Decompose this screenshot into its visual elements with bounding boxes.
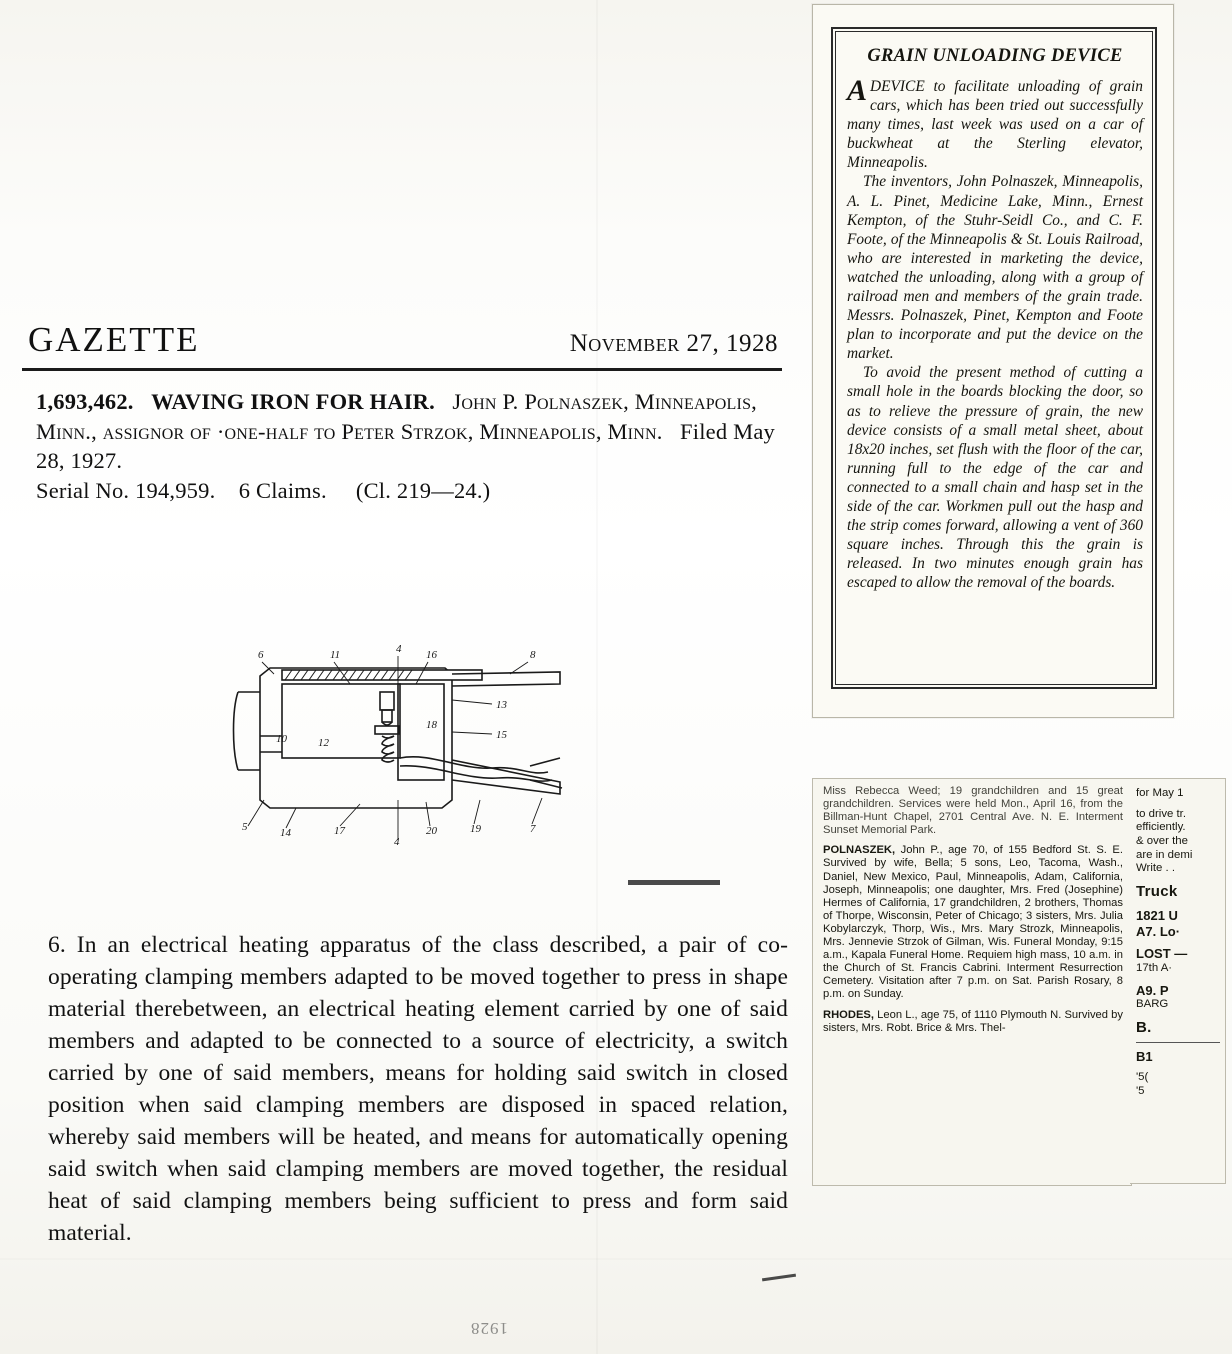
svg-text:5: 5 xyxy=(242,821,248,833)
gazette-date: November 27, 1928 xyxy=(569,330,778,357)
gazette-clipping xyxy=(22,320,782,506)
gazette-header xyxy=(22,320,782,366)
svg-text:14: 14 xyxy=(280,827,291,839)
patent-title: WAVING IRON FOR HAIR. xyxy=(151,389,435,414)
svg-text:17: 17 xyxy=(334,825,345,837)
grain-article-body xyxy=(847,41,1143,675)
ad-line-9: LOST — xyxy=(1136,946,1188,962)
ad-line-2: efficiently. xyxy=(1136,821,1186,834)
obituary-entry-polnaszek xyxy=(823,844,1123,1001)
gazette-masthead: GAZETTE xyxy=(28,320,200,359)
obituary-text-polnaszek: John P., age 70, of 155 Bedford St. S. E. Survived by wife, Bella; 5 sons, Leo, Tacoma, Wash., Daniel, New Mexico, Paul, Minneapolis, Adam, California, Joseph, Minneapolis; one daughter, Mrs. Fred (Josephine) Hermes of California, 17 grandchildren, 2 brothers, Thomas of Thorpe, Wisconsin, Peter of Chicago; 3 sisters, Mrs. Julia Kobylarczyk, Thorp, Wis., Mrs. Mary Strozk, Minneapolis, Mrs. Jennevie Strzok of Gilman, Wis. Funeral Monday, 9:15 a.m., Kapala Funeral Home. Requiem high mass, 10 a.m. in the Church of St. Francis Cabrini. Interment Resurrection Cemetery. Visitation after 7 p.m. on Sat. Parish Rosary, 8 p.m. on Sunday. xyxy=(823,844,1123,1001)
ad-line-3: & over the xyxy=(1136,835,1188,848)
svg-text:4: 4 xyxy=(394,836,400,848)
ad-line-11: A9. P xyxy=(1136,982,1169,998)
ad-line-14: B1 xyxy=(1136,1048,1153,1064)
obituary-name-polnaszek: POLNASZEK, xyxy=(823,844,896,857)
ad-line-5: Write . . xyxy=(1136,862,1176,875)
grain-paragraph-1 xyxy=(847,73,1143,172)
patent-entry xyxy=(22,387,782,506)
ad-line-16: '5 xyxy=(1136,1085,1145,1098)
ad-line-4: are in demi xyxy=(1136,848,1193,861)
svg-text:10: 10 xyxy=(276,733,287,745)
svg-text:13: 13 xyxy=(496,699,507,711)
ad-line-0: for May 1 xyxy=(1136,787,1184,799)
patent-figure xyxy=(230,640,650,855)
svg-text:18: 18 xyxy=(426,719,437,731)
grain-paragraph-2: The inventors, John Polnaszek, Minneapolis, A. L. Pinet, Medicine Lake, Minn., Ernest Kempton, of the Stuhr-Seidl Co., and C. F. Foote, of the Minneapolis & St. Louis Railroad, who are interested in marketing the device, watched the unloading, along with a group of railroad men and members of the grain trade. Messrs. Polnaszek, Pinet, Kempton and Foote plan to incorporate and put the device on the market. xyxy=(847,173,1143,363)
grain-paragraph-3: To avoid the present method of cutting a small hole in the boards blocking the door, so as to relieve the pressure of grain, the new device consists of a small metal sheet, about 18x20 inches, set flush with the floor of the car, running full to the edge of the car and connected to a small chain and hasp set in the side of the car. Workmen pull out the hasp and the strip comes forward, allowing a vent of 360 square inches. Through this the grain is released. In two minutes enough grain has escaped to allow the removal of the boards. xyxy=(847,364,1143,592)
obituary-clipping xyxy=(812,778,1132,1186)
patent-number: 1,693,462. xyxy=(36,389,134,414)
patent-claim-text: 6. In an electrical heating apparatus of the class described, a pair of co-operating clamping members adapted to be moved together to press in shape material therebetween, an electrical heating element carried by one of said members and adapted to be connected to a source of electricity, a switch carried by one of said members, means for holding said switch in closed position when said clamping members are disposed in spaced relation, whereby said members will be heated, and means for automatically opening said switch when said clamping members are moved together, the residual heat of said clamping members being sufficient to press and form said material. xyxy=(48,932,788,1246)
svg-text:15: 15 xyxy=(496,729,507,741)
patent-figure-drawing xyxy=(230,640,650,855)
gazette-rule xyxy=(22,368,782,371)
ad-line-8: A7. Lo· xyxy=(1136,923,1181,939)
ad-line-15: '5( xyxy=(1136,1071,1149,1084)
obituary-entry-rhodes xyxy=(823,1009,1123,1035)
obituary-top-fragment: Miss Rebecca Weed; 19 grandchildren and 15 great grandchildren. Services were held Mon., April 16, from the Billman-Hunt Chapel, 2701 Central Ave. N. E. Interment Sunset Memorial Park. xyxy=(823,785,1123,837)
grain-dropcap: A xyxy=(847,73,868,107)
svg-text:11: 11 xyxy=(330,649,341,661)
ad-line-12: BARG xyxy=(1136,998,1169,1011)
obituary-name-rhodes: RHODES, xyxy=(823,1008,874,1021)
paper-fold-horizontal xyxy=(0,1258,1232,1260)
ad-line-13: B. xyxy=(1136,1018,1152,1036)
obituary-column xyxy=(823,785,1123,1179)
patent-classification: (Cl. 219—24.) xyxy=(355,478,491,504)
grain-article-title: GRAIN UNLOADING DEVICE xyxy=(867,46,1123,66)
patent-serial: Serial No. 194,959. xyxy=(36,478,216,504)
svg-text:7: 7 xyxy=(530,823,536,835)
classified-ads-strip xyxy=(1130,778,1226,1184)
patent-inventor: John P. Polnaszek, Minneapolis, Minn., assignor of ·one-half to Peter Strzok, Minneapolis, Minn. xyxy=(36,389,757,444)
ad-line-7: 1821 U xyxy=(1136,908,1178,924)
svg-text:8: 8 xyxy=(530,649,536,661)
ad-divider xyxy=(1136,1042,1220,1043)
grain-paragraph-1-text: DEVICE to facilitate unloading of grain cars, which has been tried out successfully many times, last week was used on a car of buckwheat at the Sterling elevator, Minneapolis. xyxy=(847,77,1143,172)
svg-text:4: 4 xyxy=(396,643,402,655)
svg-text:6: 6 xyxy=(258,649,264,661)
patent-claims-count: 6 Claims. xyxy=(238,478,327,504)
bottom-scrawl: 1928 xyxy=(470,1319,508,1338)
ad-heading-truck: Truck xyxy=(1136,883,1178,901)
svg-text:19: 19 xyxy=(470,823,481,835)
obituary-columns xyxy=(823,785,1123,1179)
grain-unloading-clipping xyxy=(812,4,1174,718)
scan-smudge xyxy=(628,880,720,885)
svg-text:20: 20 xyxy=(426,825,437,837)
obituary-text-rhodes: Leon L., age 75, of 1110 Plymouth N. Survived by sisters, Mrs. Robt. Brice & Mrs. Thel- xyxy=(823,1008,1123,1034)
svg-text:16: 16 xyxy=(426,649,437,661)
ad-line-10: 17th A· xyxy=(1136,961,1173,974)
svg-text:12: 12 xyxy=(318,737,329,749)
ad-line-1: to drive tr. xyxy=(1136,807,1187,820)
patent-filed: Filed May 28, 1927. xyxy=(36,418,775,474)
